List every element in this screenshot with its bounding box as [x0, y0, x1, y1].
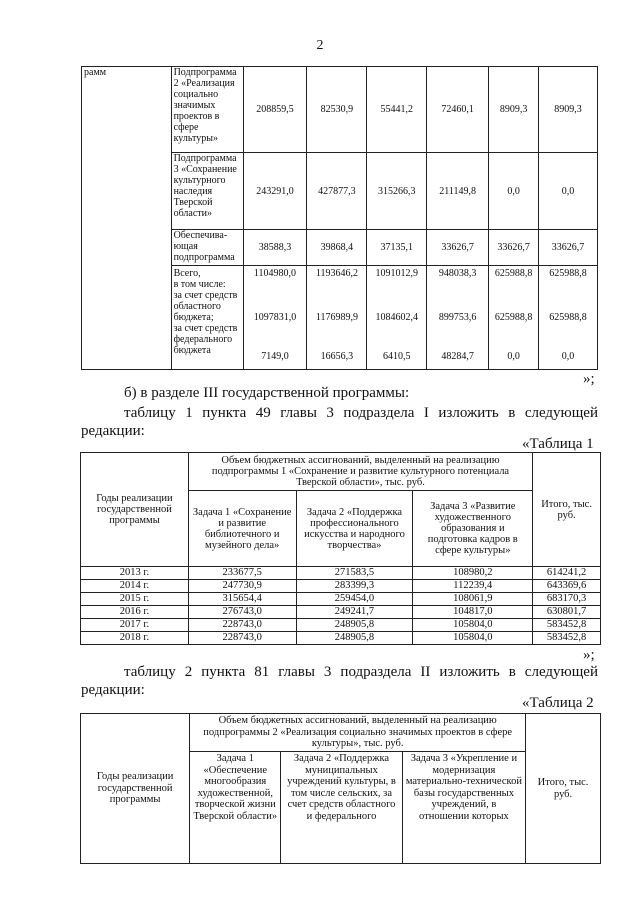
table-cell: 283399,3 — [296, 580, 413, 593]
first-col-label: рамм — [82, 67, 172, 370]
table-cell: 33626,7 — [539, 230, 598, 266]
year-cell: 2017 г. — [81, 619, 189, 632]
table-cell: 33626,7 — [427, 230, 489, 266]
table-cell: 37135,1 — [367, 230, 427, 266]
table-cell: 249241,7 — [296, 606, 413, 619]
table-cell: 211149,8 — [427, 153, 489, 230]
regional-value: 625988,8 — [549, 312, 587, 323]
regional-value: 899753,6 — [438, 312, 477, 323]
table-cell: 427877,3 — [307, 153, 367, 230]
total-value: 1091012,9 — [375, 268, 419, 279]
table-cell: 233677,5 — [188, 567, 296, 580]
total-value: 625988,8 — [494, 268, 533, 279]
total-label: Всего, — [173, 268, 201, 279]
paragraph-table2-intro-end: редакции: — [81, 682, 145, 698]
table-cell: 0,0 — [489, 153, 539, 230]
table-cell: 8909,3 — [539, 67, 598, 153]
table-cell: 104817,0 — [413, 606, 533, 619]
col-header-task1: Задача 1 «Обеспечение многообразия художественной, творческой жизни Тверской области» — [190, 752, 281, 864]
col-header-group: Объем бюджетных ассигнований, выделенный на реализацию подпрограммы 1 «Сохранение и развитие культурного потенциала Тверской области», тыс. руб. — [188, 453, 532, 491]
table1-caption: «Таблица 1 — [522, 436, 594, 452]
regional-value: 1097831,0 — [253, 312, 297, 323]
year-cell: 2014 г. — [81, 580, 189, 593]
regional-value: 625988,8 — [494, 312, 533, 323]
federal-value: 0,0 — [507, 351, 520, 362]
paragraph-table1-intro: таблицу 1 пункта 49 главы 3 подраздела I изложить в следующей — [124, 405, 598, 421]
paragraph-table2-intro: таблицу 2 пункта 81 главы 3 подраздела II изложить в следующей — [124, 664, 598, 680]
federal-value: 16656,3 — [320, 351, 354, 362]
row-label: Обеспечива-ющая подпрограмма — [171, 230, 243, 266]
table-cell: 248905,8 — [296, 632, 413, 645]
table-cell: 33626,7 — [489, 230, 539, 266]
regional-label: за счет средств областного бюджета; — [173, 290, 238, 323]
table-cell: 315266,3 — [367, 153, 427, 230]
table-cell: 105804,0 — [413, 619, 533, 632]
table-2 — [80, 713, 601, 864]
table-cell: 643369,6 — [533, 580, 601, 593]
table-cell: 72460,1 — [427, 67, 489, 153]
table-cell: 315654,4 — [188, 593, 296, 606]
paragraph-b: б) в разделе III государственной программы: — [124, 385, 410, 401]
table-row — [81, 580, 601, 593]
table-cell: 0,0 — [539, 153, 598, 230]
table-cell: 108061,9 — [413, 593, 533, 606]
col-header-total: Итого, тыс. руб. — [533, 453, 601, 567]
federal-label: за счет средств федерального бюджета — [173, 323, 238, 356]
col-header-years: Годы реализации государственной программы — [81, 453, 189, 567]
table-cell: 228743,0 — [188, 632, 296, 645]
table-cell: 8909,3 — [489, 67, 539, 153]
federal-value: 48284,7 — [441, 351, 474, 362]
federal-value: 7149,0 — [261, 351, 289, 362]
col-header-total: Итого, тыс. руб. — [526, 714, 601, 864]
regional-value: 1176989,9 — [315, 312, 358, 323]
regional-value: 1084602,4 — [375, 312, 419, 323]
year-cell: 2018 г. — [81, 632, 189, 645]
closing-quote: »; — [583, 647, 595, 663]
page-number: 2 — [316, 38, 324, 53]
total-value: 1193646,2 — [315, 268, 358, 279]
total-value: 948038,3 — [438, 268, 477, 279]
year-cell: 2016 г. — [81, 606, 189, 619]
table-cell: 208859,5 — [243, 67, 307, 153]
col-header-task2: Задача 2 «Поддержка профессионального искусства и народного творчества» — [296, 491, 413, 567]
total-value: 625988,8 — [549, 268, 587, 279]
table-cell: 108980,2 — [413, 567, 533, 580]
table-row — [81, 632, 601, 645]
table-cell: 38588,3 — [243, 230, 307, 266]
closing-quote: »; — [583, 371, 595, 387]
col-header-task1: Задача 1 «Сохранение и развитие библиотечного и музейного дела» — [188, 491, 296, 567]
year-cell: 2013 г. — [81, 567, 189, 580]
table-cell: 243291,0 — [243, 153, 307, 230]
table-row — [81, 606, 601, 619]
table-cell: 259454,0 — [296, 593, 413, 606]
table-cell: 630801,7 — [533, 606, 601, 619]
table-cell: 276743,0 — [188, 606, 296, 619]
col-header-group: Объем бюджетных ассигнований, выделенный на реализацию подпрограммы 2 «Реализация социально значимых проектов в сфере культуры», тыс. руб. — [190, 714, 526, 752]
table-cell: 39868,4 — [307, 230, 367, 266]
table-cell: 55441,2 — [367, 67, 427, 153]
table-cell: 614241,2 — [533, 567, 601, 580]
table-cell: 228743,0 — [188, 619, 296, 632]
row-label: Подпрограмма 3 «Сохранение культурного наследия Тверской области» — [171, 153, 243, 230]
col-header-years: Годы реализации государственной программы — [81, 714, 190, 864]
federal-value: 0,0 — [561, 351, 575, 362]
table-cell: 583452,8 — [533, 619, 601, 632]
table-cell: 248905,8 — [296, 619, 413, 632]
row-label: Подпрограмма 2 «Реализация социально значимых проектов в сфере культуры» — [171, 67, 243, 153]
col-header-task3: Задача 3 «Укрепление и модернизация материально-технической базы государственных учреждений, в отношении которых — [402, 752, 525, 864]
table-row — [81, 619, 601, 632]
table-cell: 82530,9 — [307, 67, 367, 153]
total-value: 1104980,0 — [253, 268, 297, 279]
table-row — [81, 567, 601, 580]
federal-value: 6410,5 — [383, 351, 411, 362]
table-cell: 683170,3 — [533, 593, 601, 606]
paragraph-table1-intro-end: редакции: — [81, 423, 145, 439]
year-cell: 2015 г. — [81, 593, 189, 606]
table-1 — [80, 452, 601, 645]
table-cell: 583452,8 — [533, 632, 601, 645]
col-header-task2: Задача 2 «Поддержка муниципальных учреждений культуры, в том числе сельских, за счет средств областного и федерального — [281, 752, 402, 864]
including-label: в том числе: — [173, 279, 226, 290]
table-cell: 112239,4 — [413, 580, 533, 593]
table-cell: 105804,0 — [413, 632, 533, 645]
table-cell: 271583,5 — [296, 567, 413, 580]
table-row — [81, 593, 601, 606]
table2-caption: «Таблица 2 — [522, 695, 594, 711]
col-header-task3: Задача 3 «Развитие художественного образования и подготовка кадров в сфере культуры» — [413, 491, 533, 567]
table-cell: 247730,9 — [188, 580, 296, 593]
summary-table — [81, 66, 598, 370]
